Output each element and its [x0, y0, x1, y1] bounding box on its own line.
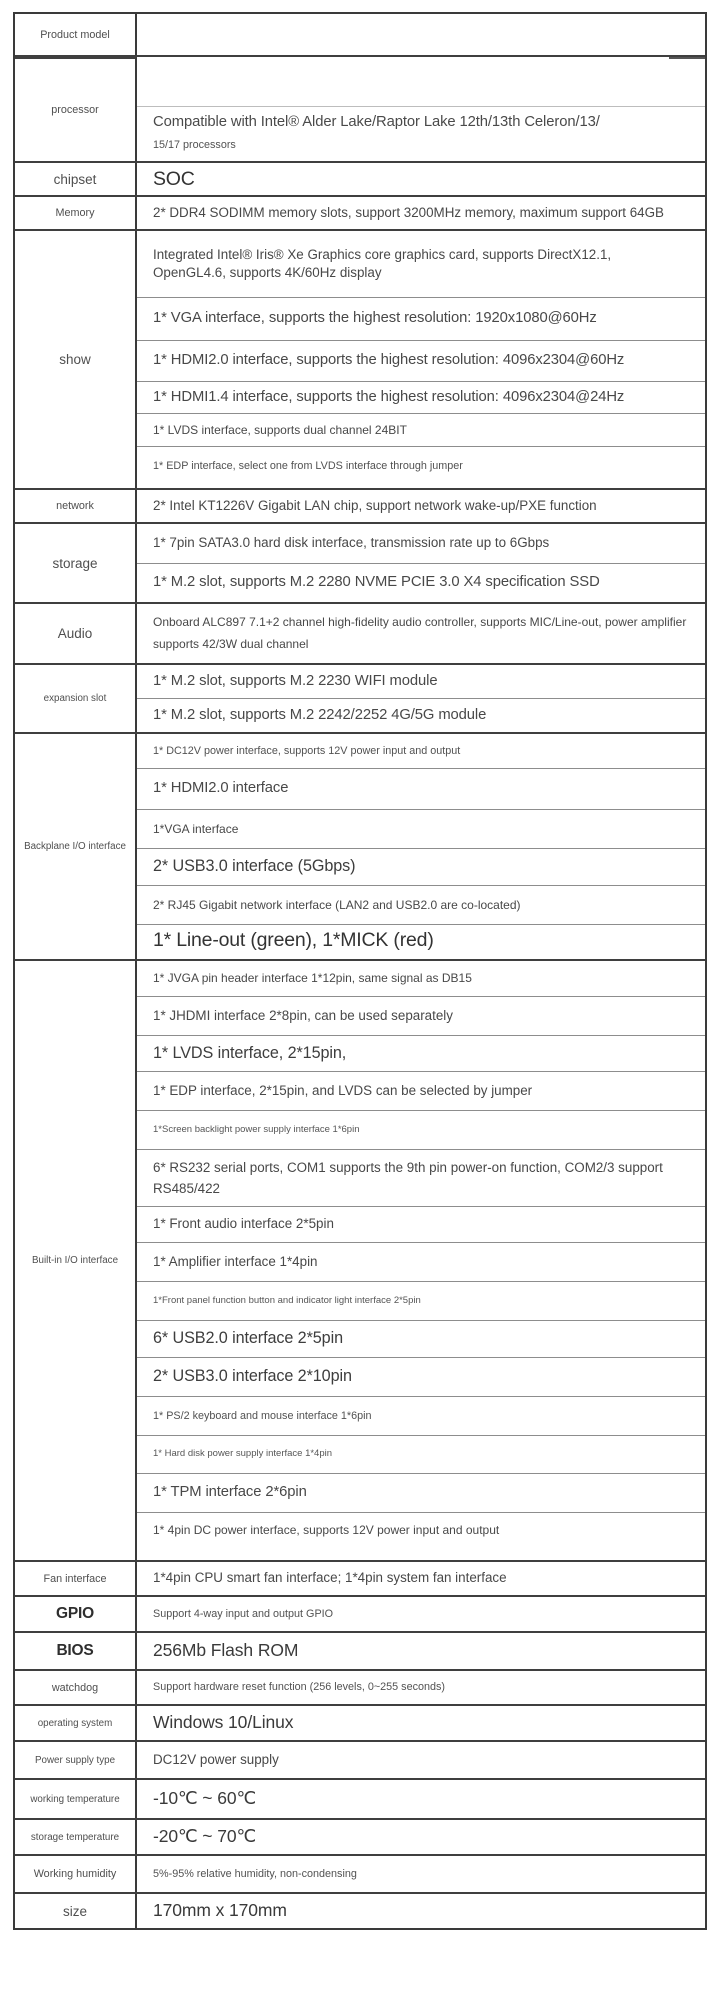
spec-value: 256Mb Flash ROM: [153, 1640, 299, 1661]
processor-description: [137, 107, 705, 151]
spec-value: Onboard ALC897 7.1+2 channel high-fidelity audio controller, supports MIC/Line-out, power amplifier supports 42/3W dual channel: [153, 614, 687, 651]
row-working-temperature: [15, 1778, 705, 1818]
spec-value: Compatible with Intel® Alder Lake/Raptor Lake 12th/13th Celeron/13/: [153, 114, 600, 130]
row-label: Power supply type: [15, 1742, 137, 1778]
row-audio: [15, 602, 705, 663]
spec-value: 5%-95% relative humidity, non-condensing: [153, 1867, 357, 1880]
row-label: operating system: [15, 1706, 137, 1740]
row-label: Working humidity: [15, 1856, 137, 1892]
spec-value: 170mm x 170mm: [153, 1900, 287, 1921]
spec-value: Support hardware reset function (256 levels, 0~255 seconds): [153, 1681, 445, 1694]
spec-value: 1* HDMI1.4 interface, supports the highest resolution: 4096x2304@24Hz: [137, 381, 705, 413]
row-builtin-io: [15, 959, 705, 1560]
spec-value: 1* HDMI2.0 interface, supports the highest resolution: 4096x2304@60Hz: [137, 340, 705, 381]
row-expansion-slot: [15, 663, 705, 732]
row-network: [15, 488, 705, 522]
row-bios: [15, 1631, 705, 1669]
spec-value: -10℃ ~ 60℃: [153, 1788, 257, 1809]
spec-value: 1* M.2 slot, supports M.2 2280 NVME PCIE 3.0 X4 specification SSD: [137, 563, 705, 603]
spec-value: Windows 10/Linux: [153, 1712, 294, 1733]
row-label: expansion slot: [15, 665, 137, 732]
row-label: processor: [15, 57, 137, 161]
row-label: Memory: [15, 197, 137, 229]
spec-value: 2* DDR4 SODIMM memory slots, support 3200MHz memory, maximum support 64GB: [153, 204, 664, 220]
row-label: storage: [15, 524, 137, 602]
row-label: Audio: [15, 604, 137, 663]
spec-table: [13, 12, 707, 1930]
spec-value: 1* Front audio interface 2*5pin: [137, 1206, 705, 1242]
spec-value: 1* PS/2 keyboard and mouse interface 1*6pin: [137, 1396, 705, 1435]
spec-value: 1*Screen backlight power supply interface 1*6pin: [137, 1110, 705, 1149]
row-working-humidity: [15, 1854, 705, 1892]
spec-value: 1* TPM interface 2*6pin: [137, 1473, 705, 1512]
spec-value: 1* 7pin SATA3.0 hard disk interface, transmission rate up to 6Gbps: [153, 535, 550, 551]
row-memory: [15, 195, 705, 229]
spec-value: 1* JVGA pin header interface 1*12pin, same signal as DB15: [153, 971, 472, 986]
spec-value: 1* LVDS interface, 2*15pin,: [137, 1035, 705, 1071]
spec-value: 1* Hard disk power supply interface 1*4pin: [137, 1435, 705, 1473]
row-power-supply: [15, 1740, 705, 1778]
spec-value: 1* M.2 slot, supports M.2 2230 WIFI module: [153, 672, 438, 689]
row-size: [15, 1892, 705, 1928]
spec-value: 15/17 processors: [153, 139, 236, 151]
row-label: chipset: [15, 163, 137, 195]
row-label: watchdog: [15, 1671, 137, 1704]
row-label: Fan interface: [15, 1562, 137, 1595]
spec-value: SOC: [153, 167, 195, 190]
row-label: storage temperature: [15, 1820, 137, 1854]
row-label: show: [15, 231, 137, 488]
spec-value: Support 4-way input and output GPIO: [153, 1607, 334, 1620]
spec-value: 2* RJ45 Gigabit network interface (LAN2 and USB2.0 are co-located): [137, 885, 705, 924]
spec-value: 2* Intel KT1226V Gigabit LAN chip, support network wake-up/PXE function: [153, 497, 597, 513]
row-product-model: [15, 14, 705, 55]
row-backplane-io: [15, 732, 705, 959]
spec-value: 1* Line-out (green), 1*MICK (red): [137, 924, 705, 956]
spec-value: 2* USB3.0 interface 2*10pin: [137, 1357, 705, 1396]
spec-value: Integrated Intel® Iris® Xe Graphics core graphics card, supports DirectX12.1, OpenGL4.6, supports 4K/60Hz display: [153, 246, 612, 280]
row-label: working temperature: [15, 1780, 137, 1818]
spec-value: 1*4pin CPU smart fan interface; 1*4pin system fan interface: [153, 1570, 507, 1586]
spec-value: 6* USB2.0 interface 2*5pin: [137, 1320, 705, 1357]
row-label: network: [15, 490, 137, 522]
spec-value: 1* LVDS interface, supports dual channel 24BIT: [137, 413, 705, 446]
spec-value: 2* USB3.0 interface (5Gbps): [137, 848, 705, 885]
spec-value: -20℃ ~ 70℃: [153, 1826, 257, 1847]
spec-value: 1*Front panel function button and indicator light interface 2*5pin: [137, 1281, 705, 1320]
row-operating-system: [15, 1704, 705, 1740]
row-chipset: [15, 161, 705, 195]
spec-value: 1* M.2 slot, supports M.2 2242/2252 4G/5G module: [137, 698, 705, 732]
row-label: GPIO: [15, 1597, 137, 1631]
row-label: Product model: [15, 14, 137, 55]
spec-value: 1* 4pin DC power interface, supports 12V power input and output: [137, 1512, 705, 1548]
spec-value: 1*VGA interface: [137, 809, 705, 848]
spec-value: 1* HDMI2.0 interface: [137, 768, 705, 809]
spec-value: 1* VGA interface, supports the highest resolution: 1920x1080@60Hz: [137, 297, 705, 340]
spec-value: 1* EDP interface, 2*15pin, and LVDS can be selected by jumper: [137, 1071, 705, 1110]
row-display: [15, 229, 705, 488]
spec-value: [137, 14, 705, 55]
spec-value: 1* Amplifier interface 1*4pin: [137, 1242, 705, 1281]
empty-model-area: [137, 57, 705, 107]
row-fan-interface: [15, 1560, 705, 1595]
row-label: BIOS: [15, 1633, 137, 1669]
row-label: size: [15, 1894, 137, 1928]
row-processor: [15, 55, 705, 161]
spec-value: DC12V power supply: [153, 1751, 279, 1767]
row-label: Built-in I/O interface: [15, 961, 137, 1560]
row-watchdog: [15, 1669, 705, 1704]
spec-value: 6* RS232 serial ports, COM1 supports the 9th pin power-on function, COM2/3 support RS485/422: [137, 1149, 705, 1206]
row-gpio: [15, 1595, 705, 1631]
spec-value: 1* EDP interface, select one from LVDS interface through jumper: [137, 446, 705, 485]
row-storage-temperature: [15, 1818, 705, 1854]
row-label: Backplane I/O interface: [15, 734, 137, 959]
row-storage: [15, 522, 705, 602]
spec-value: 1* DC12V power interface, supports 12V power input and output: [153, 744, 461, 757]
spec-value: 1* JHDMI interface 2*8pin, can be used separately: [137, 996, 705, 1035]
